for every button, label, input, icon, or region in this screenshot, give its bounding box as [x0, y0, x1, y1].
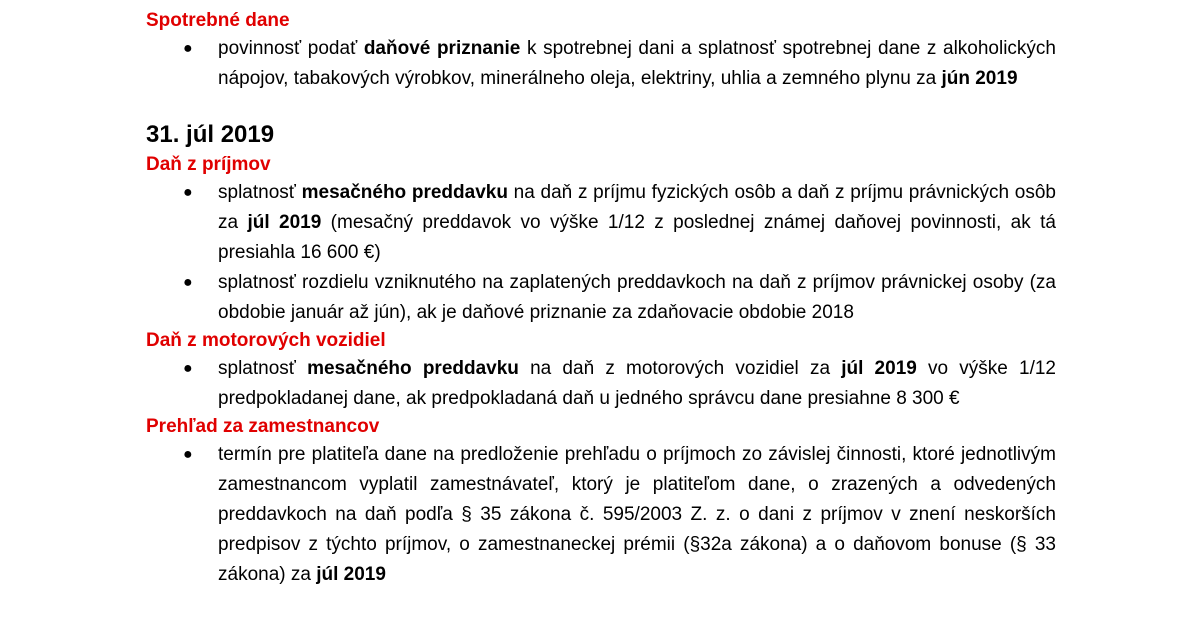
section-heading-motor-vehicle-tax: Daň z motorových vozidiel — [146, 330, 386, 351]
bullet-icon: ● — [183, 360, 193, 377]
date-heading: 31. júl 2019 — [146, 121, 275, 148]
list-item: ● termín pre platiteľa dane na predloženie prehľadu o príjmoch zo závislej činnosti, ktoré jednotlivým zamestnancom vyplatil zamestnávateľ, ktorý je platiteľom dane, o zrazených a odvedených preddavkoch na daň podľa § 35 zákona č. 595/2003 Z. z. o dani z príjmov v znení neskorších predpisov z týchto príjmov, o zamestnaneckej prémii (§32a zákona) a o daňovom bonuse (§ 33 zákona) za júl 2019 — [146, 440, 1056, 590]
section-heading-excise: Spotrebné dane — [146, 10, 290, 31]
section-heading-income-tax: Daň z príjmov — [146, 154, 271, 175]
bullet-icon: ● — [183, 40, 193, 57]
list-item: ● povinnosť podať daňové priznanie k spotrebnej dani a splatnosť spotrebnej dane z alkoholických nápojov, tabakových výrobkov, minerálneho oleja, elektriny, uhlia a zemného plynu za jún 2019 — [146, 34, 1056, 94]
list-item: ● splatnosť rozdielu vzniknutého na zaplatených preddavkoch na daň z príjmov právnickej osoby (za obdobie január až jún), ak je daňové priznanie za zdaňovacie obdobie 2018 — [146, 268, 1056, 328]
excise-list — [146, 34, 1056, 94]
document-page — [146, 8, 1056, 590]
list-item: ● splatnosť mesačného preddavku na daň z motorových vozidiel za júl 2019 vo výške 1/12 predpokladanej dane, ak predpokladaná daň u jedného správcu dane presiahne 8 300 € — [146, 354, 1056, 414]
bullet-icon: ● — [183, 274, 193, 291]
bullet-icon: ● — [183, 446, 193, 463]
motor-vehicle-tax-list — [146, 354, 1056, 414]
list-item: ● splatnosť mesačného preddavku na daň z príjmu fyzických osôb a daň z príjmu právnických osôb za júl 2019 (mesačný preddavok vo výške 1/12 z poslednej známej daňovej povinnosti, ak tá presiahla 16 600 €) — [146, 178, 1056, 268]
income-tax-list — [146, 178, 1056, 328]
employee-report-list — [146, 440, 1056, 590]
section-heading-employee-report: Prehľad za zamestnancov — [146, 416, 380, 437]
bullet-icon: ● — [183, 184, 193, 201]
